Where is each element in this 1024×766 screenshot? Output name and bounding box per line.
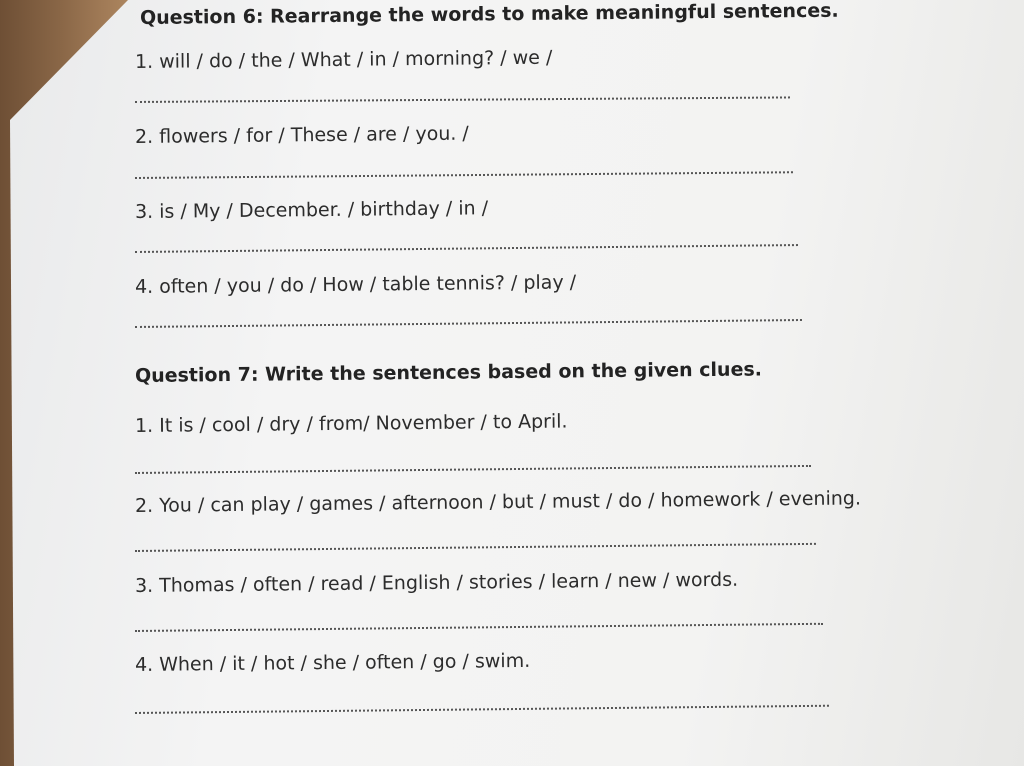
q6-item-1: 1. will / do / the / What / in / morning? / we /: [134, 46, 553, 73]
question-6-title: Question 6: Rearrange the words to make meaningful sentences.: [139, 0, 839, 29]
q7-item-3: 3. Thomas / often / read / English / stories / learn / new / words.: [134, 568, 739, 597]
q7-item-1: 1. It is / cool / dry / from/ November / to April.: [134, 410, 568, 437]
q6-item-3: 3. is / My / December. / birthday / in /: [134, 197, 489, 223]
q7-item-4: 4. When / it / hot / she / often / go / swim.: [134, 649, 531, 676]
q6-item-4: 4. often / you / do / How / table tennis? / play /: [134, 271, 577, 298]
q6-item-2: 2. flowers / for / These / are / you. /: [134, 122, 469, 148]
question-7-title: Question 7: Write the sentences based on the given clues.: [134, 358, 763, 387]
q7-item-2: 2. You / can play / games / afternoon / but / must / do / homework / evening.: [134, 487, 862, 517]
